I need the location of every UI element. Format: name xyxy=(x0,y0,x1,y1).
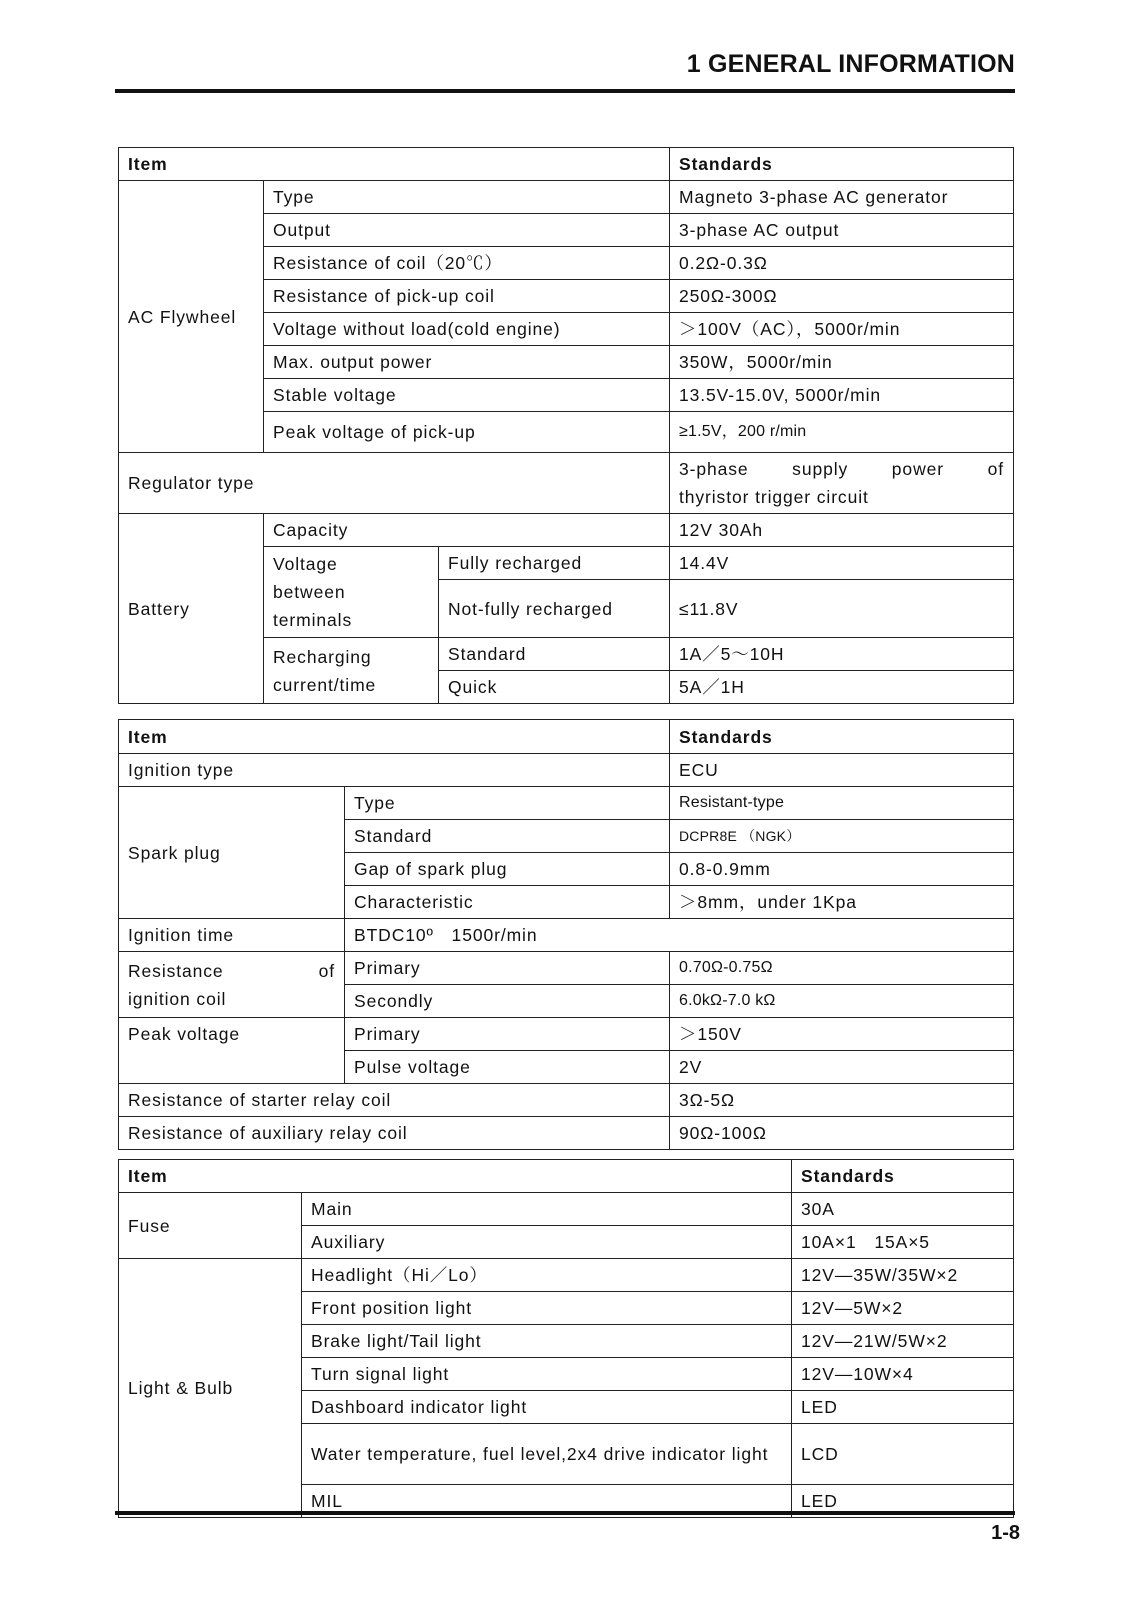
table-header-row xyxy=(119,720,1014,754)
table-row xyxy=(119,453,1014,514)
table-row xyxy=(119,754,1014,787)
row-item: Peak voltage of pick-up xyxy=(264,412,670,453)
row-subitem: Secondly xyxy=(345,985,670,1018)
voltage-between-terminals-label xyxy=(264,547,439,638)
regulator-value-line-2: thyristor trigger circuit xyxy=(679,487,869,507)
column-header-standards: Standards xyxy=(792,1160,1014,1193)
column-header-item: Item xyxy=(119,148,670,181)
group-label-spark-plug: Spark plug xyxy=(119,787,345,919)
table-row xyxy=(119,952,1014,985)
column-header-standards: Standards xyxy=(670,148,1014,181)
row-item: Resistance of pick-up coil xyxy=(264,280,670,313)
row-value: LED xyxy=(792,1485,1014,1518)
table-row xyxy=(119,1193,1014,1226)
row-value: 6.0kΩ-7.0 kΩ xyxy=(670,985,1014,1018)
row-item: Ignition type xyxy=(119,754,670,787)
row-value: ≤11.8V xyxy=(670,580,1014,638)
row-item: Resistance of starter relay coil xyxy=(119,1084,670,1117)
row-item: Characteristic xyxy=(345,886,670,919)
row-item: Type xyxy=(264,181,670,214)
row-value: 12V—10W×4 xyxy=(792,1358,1014,1391)
row-value: 12V 30Ah xyxy=(670,514,1014,547)
row-value: LED xyxy=(792,1391,1014,1424)
row-value: LCD xyxy=(792,1424,1014,1485)
row-subitem: Pulse voltage xyxy=(345,1051,670,1084)
row-item: Auxiliary xyxy=(302,1226,792,1259)
row-value: 350W，5000r/min xyxy=(670,346,1014,379)
fuse-light-spec-table xyxy=(118,1159,1014,1518)
label-line: terminals xyxy=(273,610,353,630)
row-item: Capacity xyxy=(264,514,670,547)
row-item: Water temperature, fuel level,2x4 drive indicator light xyxy=(302,1424,792,1485)
row-value: 250Ω-300Ω xyxy=(670,280,1014,313)
row-value: DCPR8E （NGK） xyxy=(670,820,1014,853)
row-value: 30A xyxy=(792,1193,1014,1226)
row-value: ECU xyxy=(670,754,1014,787)
row-subitem: Standard xyxy=(439,638,670,671)
row-item: Resistance of auxiliary relay coil xyxy=(119,1117,670,1150)
row-value: 0.70Ω-0.75Ω xyxy=(670,952,1014,985)
page-number: 1-8 xyxy=(991,1522,1020,1544)
regulator-type-value xyxy=(670,453,1014,514)
row-item: Ignition time xyxy=(119,919,345,952)
row-value: 0.8-0.9mm xyxy=(670,853,1014,886)
row-subitem: Fully recharged xyxy=(439,547,670,580)
label-line: current/time xyxy=(273,674,377,695)
row-subitem: Primary xyxy=(345,1018,670,1051)
regulator-value-line-1: 3-phase supply power of xyxy=(679,459,1004,479)
row-value: 12V—21W/5W×2 xyxy=(792,1325,1014,1358)
row-item: Dashboard indicator light xyxy=(302,1391,792,1424)
row-item: Type xyxy=(345,787,670,820)
table-row xyxy=(119,919,1014,952)
row-item: Gap of spark plug xyxy=(345,853,670,886)
row-item: Brake light/Tail light xyxy=(302,1325,792,1358)
column-header-item: Item xyxy=(119,720,670,754)
row-value: 1A／5～10H xyxy=(670,638,1014,671)
row-value: 14.4V xyxy=(670,547,1014,580)
label-line: Recharging xyxy=(273,646,372,667)
group-label-fuse: Fuse xyxy=(119,1193,302,1259)
group-label-battery: Battery xyxy=(119,514,264,704)
row-subitem: Primary xyxy=(345,952,670,985)
table-row xyxy=(119,1117,1014,1150)
row-value: 12V—5W×2 xyxy=(792,1292,1014,1325)
row-subitem: Not-fully recharged xyxy=(439,580,670,638)
table-header-row xyxy=(119,148,1014,181)
generator-battery-spec-table xyxy=(118,147,1014,704)
label-line: Voltage xyxy=(273,554,338,574)
row-value: 90Ω-100Ω xyxy=(670,1117,1014,1150)
row-item: Turn signal light xyxy=(302,1358,792,1391)
column-header-standards: Standards xyxy=(670,720,1014,754)
ignition-time-value: BTDC10º 1500r/min xyxy=(345,919,1014,952)
label-line: Resistance of xyxy=(128,960,335,981)
row-value: ＞8mm，under 1Kpa xyxy=(670,886,1014,919)
table-row xyxy=(119,787,1014,820)
row-item: Stable voltage xyxy=(264,379,670,412)
table-row xyxy=(119,181,1014,214)
ignition-coil-resistance-label xyxy=(119,952,345,1018)
row-subitem: Quick xyxy=(439,671,670,704)
row-value: 12V—35W/35W×2 xyxy=(792,1259,1014,1292)
table-row xyxy=(119,514,1014,547)
row-value: 2V xyxy=(670,1051,1014,1084)
label-line: between xyxy=(273,582,346,602)
footer-rule xyxy=(115,1511,1015,1515)
header-rule xyxy=(115,89,1015,93)
table-row xyxy=(119,1084,1014,1117)
group-label-light-bulb: Light & Bulb xyxy=(119,1259,302,1518)
row-value: ＞150V xyxy=(670,1018,1014,1051)
row-item: Main xyxy=(302,1193,792,1226)
row-item: Front position light xyxy=(302,1292,792,1325)
group-label-ac-flywheel: AC Flywheel xyxy=(119,181,264,453)
row-item: Output xyxy=(264,214,670,247)
row-item: Resistance of coil（20℃） xyxy=(264,247,670,280)
row-value: ＞100V（AC），5000r/min xyxy=(670,313,1014,346)
table-header-row xyxy=(119,1160,1014,1193)
row-item: Headlight（Hi／Lo） xyxy=(302,1259,792,1292)
row-item: Standard xyxy=(345,820,670,853)
row-item: Voltage without load(cold engine) xyxy=(264,313,670,346)
page-header-title: 1 GENERAL INFORMATION xyxy=(686,50,1015,78)
row-value: 3Ω-5Ω xyxy=(670,1084,1014,1117)
row-value: ≥1.5V，200 r/min xyxy=(670,412,1014,453)
row-item: MIL xyxy=(302,1485,792,1518)
row-value: Resistant-type xyxy=(670,787,1014,820)
column-header-item: Item xyxy=(119,1160,792,1193)
label-line: ignition coil xyxy=(128,988,227,1009)
table-row xyxy=(119,1259,1014,1292)
row-value: 10A×1 15A×5 xyxy=(792,1226,1014,1259)
row-value: Magneto 3-phase AC generator xyxy=(670,181,1014,214)
row-value: 3-phase AC output xyxy=(670,214,1014,247)
table-row xyxy=(119,1018,1014,1051)
group-label-peak-voltage: Peak voltage xyxy=(119,1018,345,1084)
recharging-current-label xyxy=(264,638,439,704)
row-value: 5A／1H xyxy=(670,671,1014,704)
row-item: Max. output power xyxy=(264,346,670,379)
row-value: 0.2Ω-0.3Ω xyxy=(670,247,1014,280)
regulator-type-label: Regulator type xyxy=(119,453,670,514)
ignition-spec-table xyxy=(118,719,1014,1150)
row-value: 13.5V-15.0V, 5000r/min xyxy=(670,379,1014,412)
